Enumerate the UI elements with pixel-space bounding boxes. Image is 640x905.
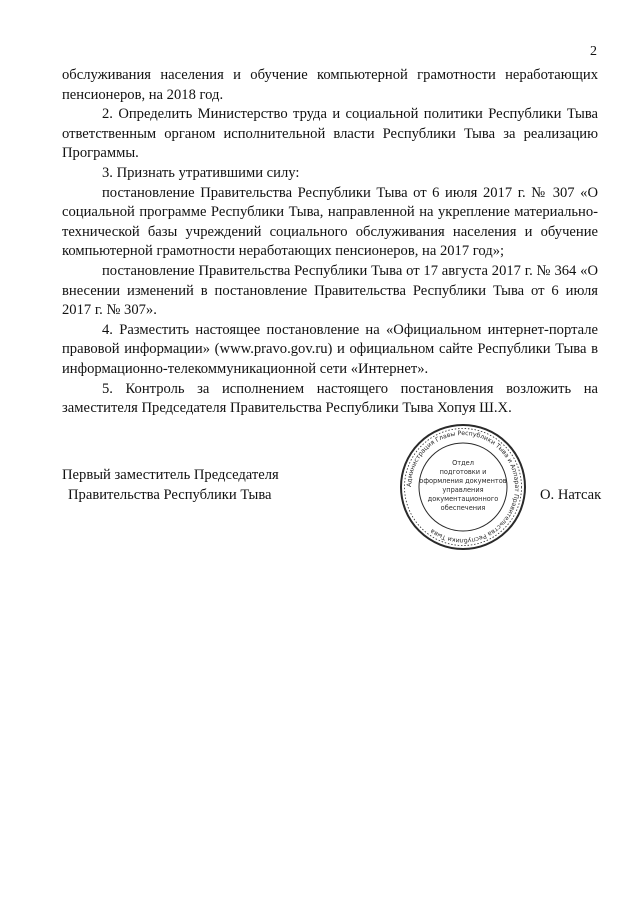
paragraph-item-3-a: постановление Правительства Республики Тыва от 6 июля 2017 г. № 307 «О социальной программе Республики Тыва, направленной на укрепление материально-технической базы учреждений социального обслуживания населения и обучение компьютерной грамотности неработающих пенсионеров, на 2017 год»; — [62, 184, 598, 260]
paragraph-item-5: 5. Контроль за исполнением настоящего постановления возложить на заместителя Председателя Правительства Республики Тыва Хопуя Ш.Х. — [62, 380, 598, 417]
paragraph-item-4: 4. Разместить настоящее постановление на «Официальном интернет-портале правовой информации» (www.pravo.gov.ru) и официальном сайте Республики Тыва в информационно-телекоммуникационной сети «Интернет». — [62, 321, 598, 377]
svg-text:управления: управления — [442, 486, 484, 494]
seal-ring-text: Администрация Главы Республики Тыва и Аппарат Правительства Республики Тыва — [405, 429, 521, 545]
signatory-title — [62, 466, 302, 505]
document-body — [62, 66, 598, 419]
signature-block — [62, 429, 602, 556]
paragraph-item-3: 3. Признать утратившими силу: — [102, 164, 300, 181]
svg-text:документационного: документационного — [427, 495, 499, 503]
paragraph-item-3-b: постановление Правительства Республики Тыва от 17 августа 2017 г. № 364 «О внесении изменений в постановление Правительства Республики Тыва от 6 июля 2017 г. № 307». — [62, 262, 598, 319]
svg-text:Отдел: Отдел — [452, 459, 474, 467]
paragraph-continuation: обслуживания населения и обучение компьютерной грамотности неработающих пенсионеров, на 2018 год. — [62, 67, 598, 103]
seal-graphic — [398, 422, 528, 552]
svg-text:подготовки и: подготовки и — [439, 468, 487, 476]
paragraph-item-2: 2. Определить Министерство труда и социальной политики Республики Тыва ответственным органом исполнительной власти Республики Тыва за реализацию Программы. — [62, 106, 598, 162]
signatory-name: О. Натсак — [540, 487, 602, 503]
page-number: 2 — [590, 44, 597, 59]
official-seal-stamp — [398, 422, 528, 552]
seal-center-text — [419, 459, 506, 512]
svg-text:обеспечения: обеспечения — [440, 504, 486, 512]
svg-text:оформления документов: оформления документов — [419, 477, 507, 485]
signatory-title-line-1: Первый заместитель Председателя — [62, 467, 279, 483]
signatory-title-line-2: Правительства Республики Тыва — [68, 486, 272, 503]
